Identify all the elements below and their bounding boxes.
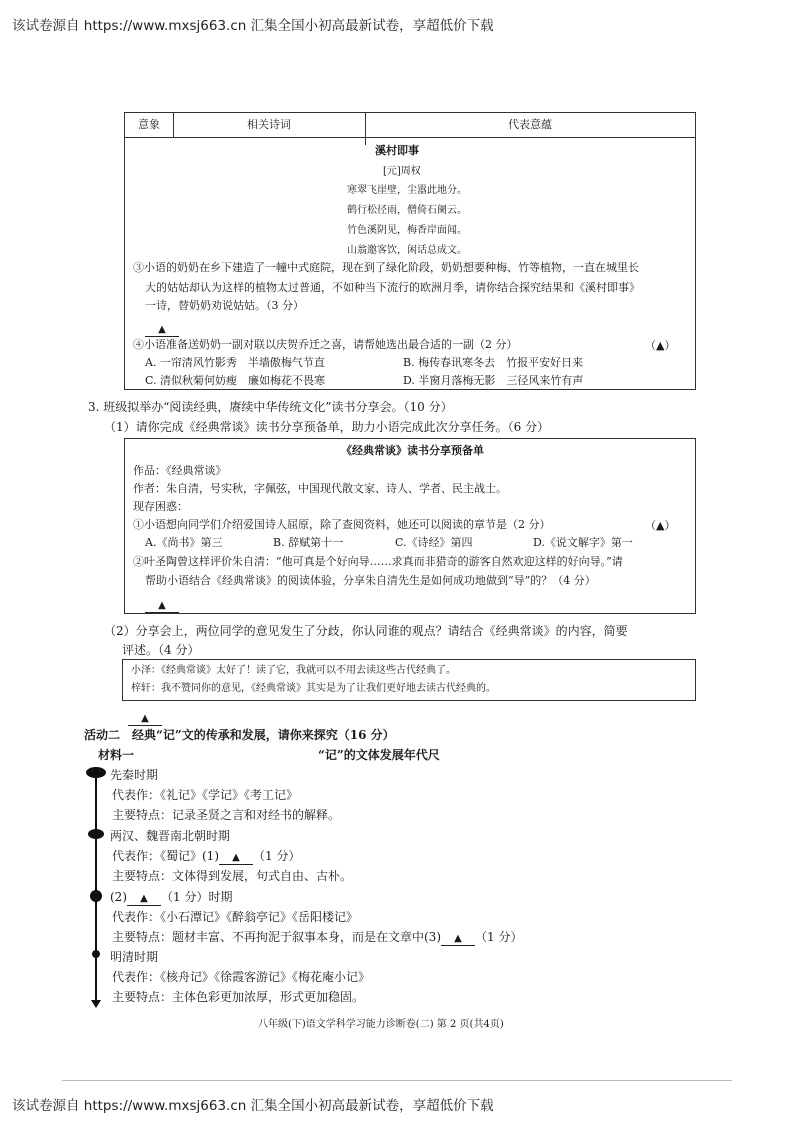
prep-work: 作品：《经典常谈》 [133, 464, 227, 477]
source-banner-bottom: 该试卷源自 https://www.mxsj663.cn 汇集全国小初高最新试卷，享超低价下载 [12, 1098, 494, 1114]
option-b: B. 辞赋第十一 [273, 536, 344, 549]
timeline-dot [86, 767, 106, 778]
period-features: 主要特点：主体色彩更加浓厚，形式更加稳固。 [112, 990, 365, 1004]
option-a: A. 一帘清风竹影秀 半墙傲梅气节直 [145, 356, 325, 369]
timeline-dot [90, 890, 102, 902]
answer-blank[interactable]: ▲ [127, 893, 161, 906]
period-features: 主要特点：记录圣贤之言和对经书的解释。 [112, 808, 341, 822]
prep-title: 《经典常谈》读书分享预备单 [341, 444, 484, 457]
question-3-2-line1: （2）分享会上，两位同学的意见发生了分歧，你认同谁的观点？请结合《经典常谈》的内容，简要 [104, 624, 628, 638]
option-a: A.《尚书》第三 [145, 536, 223, 549]
period-works: 代表作：《礼记》《学记》《考工记》 [112, 788, 299, 802]
material-1-label: 材料一 [98, 748, 135, 762]
table-header-poems: 相关诗词 [247, 118, 291, 131]
divider [62, 1080, 732, 1081]
option-d: D.《说文解字》第一 [533, 536, 633, 549]
activity-2-heading: 活动二 经典“记”文的传承和发展，请你来探究（16 分） [84, 728, 395, 742]
answer-blank[interactable]: ▲ [145, 593, 179, 613]
question-3-line3: 一诗，替奶奶劝说姑姑。（3 分） [145, 299, 304, 312]
option-b: B. 梅传春讯寒冬去 竹报平安好日来 [403, 356, 584, 369]
poem-line: 山翁邀客饮，闲话总成文。 [347, 245, 467, 256]
period-features: 主要特点：文体得到发展，句式自由、古朴。 [112, 869, 353, 883]
period-works: 代表作：《核舟记》《徐霞客游记》《梅花庵小记》 [112, 970, 371, 984]
period-name: 明清时期 [110, 950, 159, 964]
question-3-2-line2: 评述。（4 分） [122, 643, 200, 657]
prep-q2-line2: 帮助小语结合《经典常谈》的阅读体验，分享朱自清先生是如何成功地做到“导”的？（4 分） [145, 574, 596, 587]
opinion-xiaoze: 小泽：《经典常谈》太好了！读了它，我就可以不用去读这些古代经典了。 [131, 665, 456, 676]
timeline-axis [95, 772, 97, 1004]
answer-blank[interactable]: ▲ [441, 933, 475, 946]
imagery-table [124, 112, 696, 390]
opinions-box [122, 659, 696, 701]
option-c: C. 清似秋菊何妨瘦 廉如梅花不畏寒 [145, 374, 326, 387]
question-3-line1: ③小语的奶奶在乡下建造了一幢中式庭院，现在到了绿化阶段，奶奶想要种梅、竹等植物，一直在城里长 [133, 261, 639, 274]
prep-q2-line1: ②叶圣陶曾这样评价朱自清：“他可真是个好向导……求真而非猎奇的游客自然欢迎这样的好向导。”请 [133, 555, 623, 568]
page-footer: 八年级(下)语文学科学习能力诊断卷(二) 第 2 页(共4页) [258, 1019, 504, 1030]
period-name: (2) ▲ （1 分）时期 [110, 890, 233, 904]
answer-blank[interactable]: ▲ [128, 706, 162, 726]
period-features: 主要特点：题材丰富、不再拘泥于叙事本身，而是在文章中(3) ▲ （1 分） [112, 930, 523, 944]
table-header-imagery: 意象 [138, 118, 160, 131]
poem-author: [元]周权 [383, 166, 421, 177]
period-name: 两汉、魏晋南北朝时期 [110, 829, 231, 843]
page-number: 2 [449, 1019, 457, 1030]
page-total: 4 [483, 1019, 490, 1030]
answer-paren[interactable]: （▲） [645, 339, 676, 352]
option-c: C.《诗经》第四 [395, 536, 473, 549]
prep-q1-stem: ①小语想向同学们介绍爱国诗人屈原，除了查阅资料，她还可以阅读的章节是（2 分） [133, 518, 551, 531]
answer-blank[interactable]: ▲ [219, 852, 253, 865]
option-d: D. 半窗月落梅无影 三径风来竹有声 [403, 374, 584, 387]
source-banner-top: 该试卷源自 https://www.mxsj663.cn 汇集全国小初高最新试卷，享超低价下载 [12, 18, 494, 34]
poem-line: 竹色溪阴见，梅香岸面闻。 [347, 225, 467, 236]
timeline-dot [88, 829, 104, 839]
timeline-dot [92, 950, 100, 958]
opinion-zixuan: 梓轩：我不赞同你的意见，《经典常谈》其实是为了让我们更好地去读古代经典的。 [131, 683, 496, 694]
answer-blank[interactable]: ▲ [145, 317, 179, 337]
question-3-line2: 大的姑姑却认为这样的植物太过普通，不如种当下流行的欧洲月季，请你结合探究结果和《溪村即事》 [145, 281, 640, 294]
poem-line: 寒翠飞崖壁，尘嚣此地分。 [347, 185, 467, 196]
poem-title: 溪村即事 [375, 144, 419, 157]
answer-paren[interactable]: （▲） [645, 519, 676, 532]
period-works: 代表作：《小石潭记》《醉翁亭记》《岳阳楼记》 [112, 910, 359, 924]
question-4-stem: ④小语准备送奶奶一副对联以庆贺乔迁之喜，请帮她选出最合适的一副（2 分） [133, 338, 518, 351]
prep-author: 作者：朱自清，号实秋，字佩弦，中国现代散文家、诗人、学者、民主战士。 [133, 482, 507, 495]
timeline-arrow-icon [91, 1000, 101, 1008]
question-3-1: （1）请你完成《经典常谈》读书分享预备单，助力小语完成此次分享任务。（6 分） [104, 420, 550, 434]
poem-line: 鹤行松径雨，僧倚石阑云。 [347, 205, 467, 216]
period-name: 先秦时期 [110, 768, 159, 782]
question-3-heading: 3. 班级拟举办“阅读经典，赓续中华传统文化”读书分享会。（10 分） [88, 400, 453, 414]
timeline-title: “记”的文体发展年代尺 [318, 748, 440, 762]
period-works: 代表作：《蜀记》(1) ▲ （1 分） [112, 849, 301, 863]
table-header-meaning: 代表意蕴 [508, 118, 552, 131]
prep-trouble: 现存困惑： [133, 500, 188, 513]
prep-sheet [124, 438, 696, 614]
